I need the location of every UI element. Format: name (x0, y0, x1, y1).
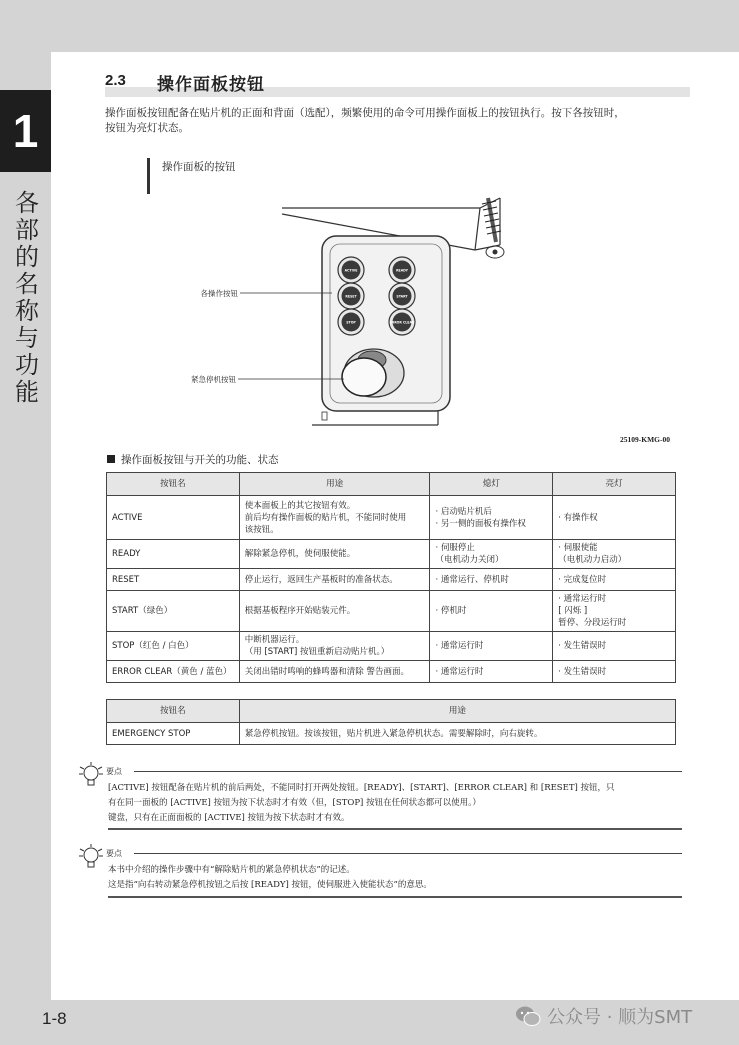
light-on-cell-line: · 发生错误时 (558, 666, 607, 677)
table-title-text: 操作面板按钮与开关的功能、状态 (121, 454, 279, 466)
table-row (107, 591, 676, 632)
light-on-cell (553, 632, 676, 661)
table-row (107, 632, 676, 661)
panel-button-caption: ACTIVE (344, 268, 358, 273)
light-off-cell-line: （电机动力关闭） (435, 555, 504, 565)
note-label: 要点 (106, 849, 122, 858)
lightbulb-icon (78, 843, 104, 873)
panel-button (389, 309, 415, 335)
table-row (107, 661, 676, 683)
panel-button (389, 257, 415, 283)
light-off-cell-line: · 通常运行时 (435, 666, 484, 677)
usage-cell-line: 停止运行，返回生产基板时的准备状态。 (244, 574, 398, 585)
table-row (107, 540, 676, 569)
light-off-cell-line: · 启动贴片机后 (435, 506, 492, 517)
note-line: 这是指“向右转动紧急停机按钮之后按 [READY] 按钮，使伺服进入使能状态”的意思。 (108, 880, 432, 890)
note-bottom-rule (108, 896, 682, 898)
panel-button-caption: ERROR CLEAR (389, 320, 415, 325)
function-table (106, 472, 676, 683)
usage-cell-line: 使本面板上的其它按钮有效。 (244, 500, 356, 511)
light-on-cell (553, 661, 676, 683)
light-off-cell (430, 540, 553, 569)
usage-cell: 紧急停机按钮。按该按钮，贴片机进入紧急停机状态。需要解除时，向右旋转。 (239, 723, 675, 745)
top-band (0, 0, 739, 52)
table-title (107, 452, 279, 467)
usage-cell-line: 关闭出错时鸣响的蜂鸣器和清除 警告画面。 (244, 666, 409, 677)
callout-emergency-label: 紧急停机按钮 (191, 375, 236, 384)
callout-buttons-label: 各操作按钮 (200, 289, 238, 298)
panel-button (338, 309, 364, 335)
usage-cell (239, 496, 430, 540)
button-name-cell: RESET (107, 569, 240, 591)
header-cell: 用途 (239, 700, 675, 723)
section-title: 操作面板按钮 (157, 75, 265, 95)
light-off-cell-line: · 通常运行时 (435, 641, 484, 651)
figure-code: 25109-KMG-00 (620, 435, 670, 444)
button-name-cell: READY (107, 540, 240, 569)
panel-button-caption: STOP (346, 320, 356, 325)
panel-button (338, 283, 364, 309)
button-name-cell: EMERGENCY STOP (107, 723, 240, 745)
usage-cell-line: 前后均有操作面板的贴片机，不能同时使用 (244, 512, 407, 523)
light-on-cell-line: · 发生错误时 (558, 641, 607, 651)
usage-cell-line: 中断机器运行。 (244, 635, 305, 645)
note-body (108, 863, 682, 893)
note-line: [ACTIVE] 按钮配备在贴片机的前后两处，不能同时打开两处按钮。[READY]、[START]、[ERROR CLEAR] 和 [RESET] 按钮，只 (108, 783, 615, 793)
lightbulb-icon (78, 761, 104, 791)
emergency-table (106, 699, 676, 745)
table-header-row (107, 700, 676, 723)
header-cell: 用途 (239, 473, 430, 496)
header-cell: 亮灯 (553, 473, 676, 496)
note-rule (134, 853, 682, 854)
light-off-cell-line: · 伺服停止 (435, 543, 475, 553)
light-off-cell (430, 569, 553, 591)
usage-cell-line: 根据基板程序开始贴装元件。 (244, 606, 356, 616)
usage-cell (239, 569, 430, 591)
header-cell: 按钮名 (107, 473, 240, 496)
note-rule (134, 771, 682, 772)
operation-panel-illustration (160, 190, 680, 450)
light-off-cell-line: · 停机时 (435, 606, 467, 616)
light-off-cell-line: · 另一侧的面板有操作权 (435, 518, 526, 529)
light-off-cell (430, 661, 553, 683)
button-name-cell: START（绿色） (107, 591, 240, 632)
header-cell: 熄灯 (430, 473, 553, 496)
square-bullet-icon (107, 455, 115, 463)
light-on-cell-line: [ 闪烁 ] (558, 606, 588, 616)
light-on-cell (553, 496, 676, 540)
light-on-cell-line: 暂停、分段运行时 (558, 618, 627, 628)
panel-button-caption: RESET (345, 294, 357, 299)
header-cell: 按钮名 (107, 700, 240, 723)
light-on-cell-line: · 有操作权 (558, 512, 598, 523)
light-on-cell-line: · 伺服使能 (558, 543, 598, 553)
light-on-cell (553, 591, 676, 632)
light-off-cell (430, 591, 553, 632)
chapter-title: 各部的名称与功能 (15, 189, 39, 406)
light-on-cell (553, 569, 676, 591)
note-line: 键盘，只有在正面面板的 [ACTIVE] 按钮为按下状态时才有效。 (108, 813, 350, 823)
panel-button (338, 257, 364, 283)
panel-button (389, 283, 415, 309)
light-on-cell-line: · 完成复位时 (558, 574, 607, 585)
note-line: 有在同一面板的 [ACTIVE] 按钮为按下状态时才有效（但，[STOP] 按钮在任何状态都可以使用。） (108, 798, 481, 808)
light-off-cell (430, 632, 553, 661)
usage-cell (239, 661, 430, 683)
table-header-row (107, 473, 676, 496)
intro-line: 按钮为亮灯状态。 (105, 122, 189, 134)
light-on-cell-line: · 通常运行时 (558, 594, 607, 604)
panel-button-caption: START (396, 294, 408, 299)
watermark (515, 1003, 692, 1029)
usage-cell (239, 632, 430, 661)
section-header (105, 72, 690, 96)
note-label: 要点 (106, 767, 122, 776)
intro-line: 操作面板按钮配备在贴片机的正面和背面（选配），频繁使用的命令可用操作面板上的按钮执行。按下各按钮时， (105, 107, 625, 119)
note-bottom-rule (108, 828, 682, 830)
section-number: 2.3 (105, 72, 126, 89)
button-name-cell: STOP（红色 / 白色） (107, 632, 240, 661)
light-on-cell (553, 540, 676, 569)
intro-paragraph (105, 106, 690, 136)
usage-cell-line: 解除紧急停机，使伺服使能。 (244, 549, 356, 559)
table-row (107, 569, 676, 591)
table-row (107, 496, 676, 540)
light-off-cell-line: · 通常运行、停机时 (435, 574, 509, 585)
bolt-icon (482, 198, 504, 258)
light-off-cell (430, 496, 553, 540)
panel-button-caption: READY (396, 268, 408, 273)
wechat-icon (515, 1005, 541, 1027)
figure-label: 操作面板的按钮 (147, 158, 236, 194)
page-number: 1-8 (42, 1009, 67, 1028)
usage-cell-line: （用 [START] 按钮重新启动贴片机。） (244, 647, 390, 657)
watermark-text: 公众号 · 顺为SMT (547, 1007, 693, 1028)
note-body (108, 781, 682, 826)
usage-cell (239, 591, 430, 632)
button-name-cell: ACTIVE (107, 496, 240, 540)
chapter-number: 1 (0, 90, 51, 172)
usage-cell (239, 540, 430, 569)
light-on-cell-line: （电机动力启动） (558, 555, 627, 565)
usage-cell-line: 该按钮。 (244, 524, 279, 535)
table-row (107, 723, 676, 745)
note-line: 本书中介绍的操作步骤中有“解除贴片机的紧急停机状态”的记述。 (108, 865, 355, 875)
button-name-cell: ERROR CLEAR（黄色 / 蓝色） (107, 661, 240, 683)
